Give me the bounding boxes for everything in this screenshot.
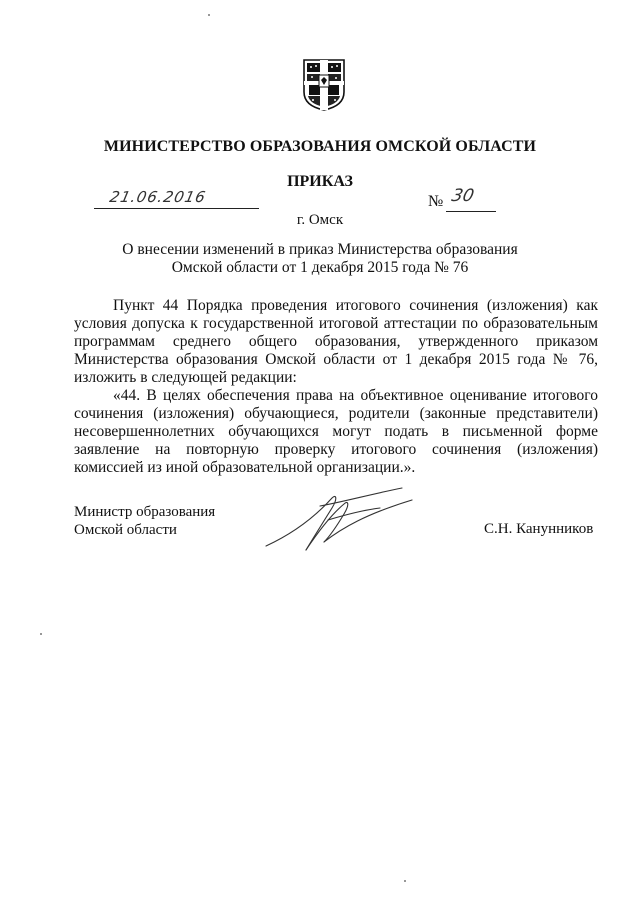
signer-position-line-1: Министр образования (74, 504, 216, 520)
signer-position (74, 503, 215, 539)
order-date: 21.06.2016 (108, 188, 208, 206)
order-number-sign: № (428, 193, 444, 210)
order-body (74, 297, 598, 477)
body-paragraph-1: Пункт 44 Порядка проведения итогового сочинения (изложения) как условия допуска к государственной итоговой аттестации по образовательным программам среднего общего образования, утвержденного приказом Министерства образования Омской области от 1 декабря 2015 года № 76, изложить в следующей редакции: (74, 297, 598, 386)
order-number: 30 (449, 186, 476, 206)
subject-line-1: О внесении изменений в приказ Министерства образования (122, 241, 518, 258)
date-underline (94, 208, 259, 209)
order-title: ПРИКАЗ (287, 173, 353, 190)
subject-line-2: Омской области от 1 декабря 2015 года № 76 (171, 259, 469, 276)
city-label: г. Омск (296, 212, 344, 228)
handwritten-signature (262, 484, 422, 556)
body-paragraph-2: «44. В целях обеспечения права на объективное оценивание итогового сочинения (изложения) обучающиеся, родители (законные представители) несовершеннолетних обучающихся могут подать в письменной форме заявление на повторную проверку итогового сочинения (изложения) комиссией из иной образовательной организации.». (74, 387, 598, 476)
scan-speck (40, 633, 42, 635)
signer-position-line-2: Омской области (74, 522, 177, 538)
scan-speck (404, 880, 406, 882)
ministry-heading: МИНИСТЕРСТВО ОБРАЗОВАНИЯ ОМСКОЙ ОБЛАСТИ (103, 138, 537, 155)
coat-of-arms-emblem (302, 58, 346, 112)
order-subject (80, 241, 560, 277)
scan-speck (208, 14, 210, 16)
signer-name: С.Н. Канунников (484, 521, 594, 537)
